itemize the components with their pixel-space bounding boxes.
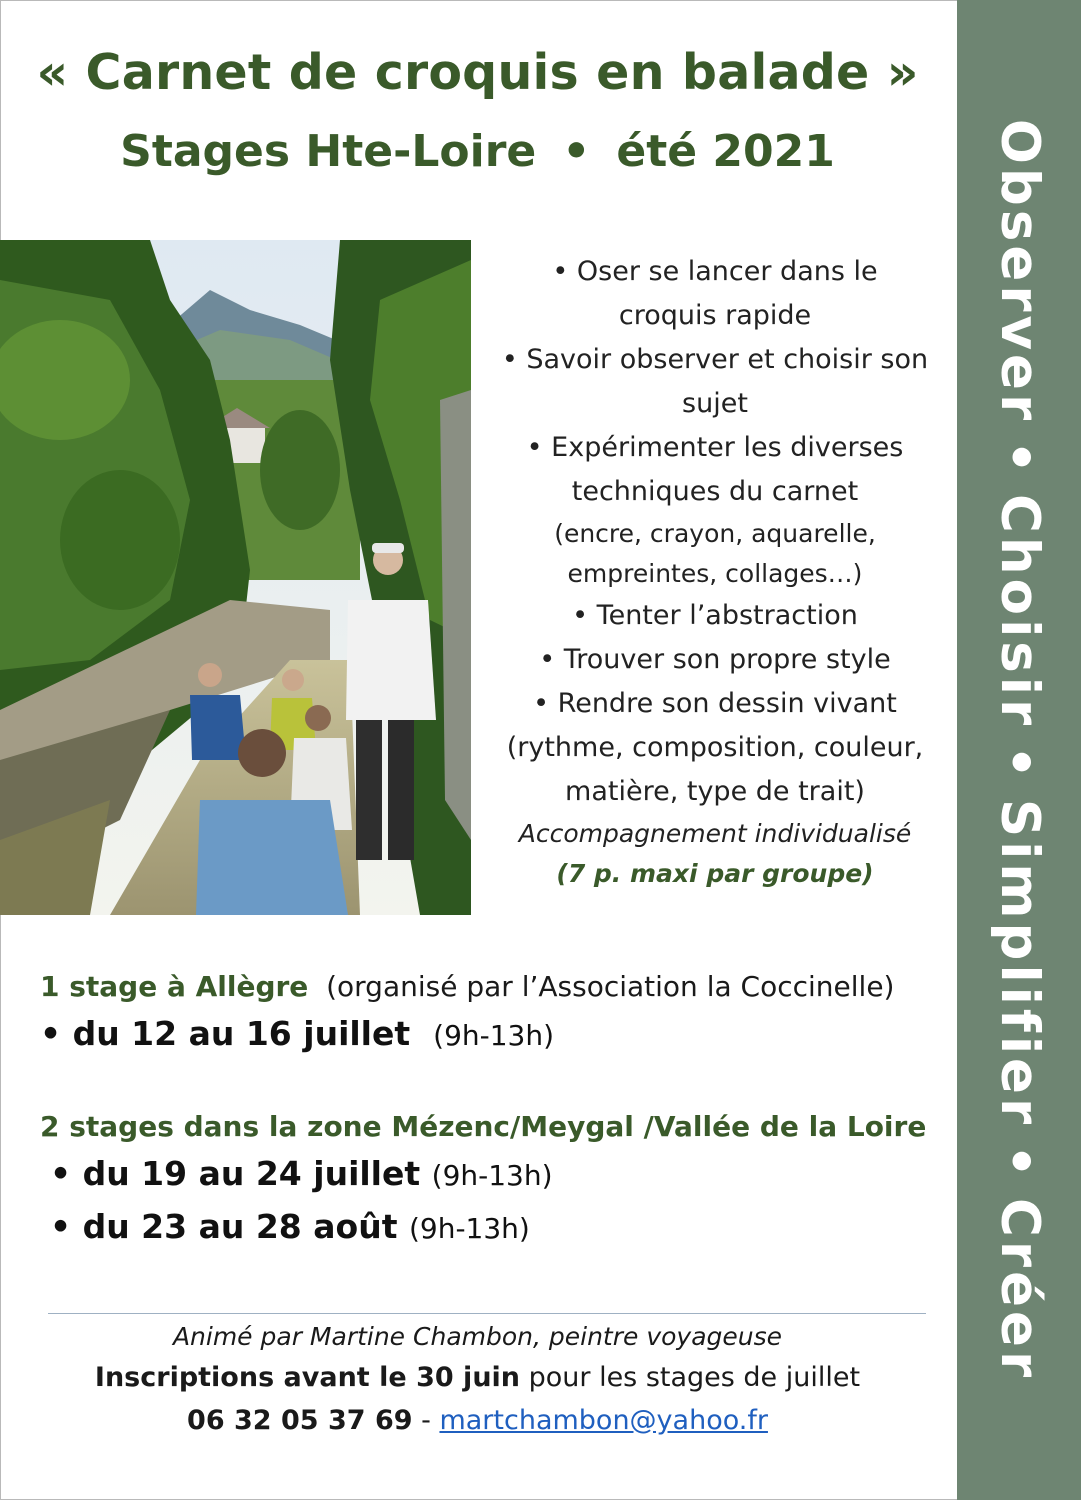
contact-line [0,1405,955,1436]
objective-item: • Oser se lancer dans le croquis rapide [552,256,878,331]
registration-deadline: Inscriptions avant le 30 juin [94,1362,521,1393]
objective-item: • Expérimenter les diverses techniques du carnet [526,432,904,507]
section-mezenc-heading [40,1110,926,1143]
page-subtitle [0,126,955,177]
objective-detail: (rythme, composition, couleur, matière, type de trait) [506,732,924,807]
motto-separator: • [989,440,1050,479]
motto-word-3: Simplifier [989,798,1050,1129]
date-hours: (9h-13h) [433,1019,555,1052]
group-size-note: (7 p. maxi par groupe) [556,859,874,888]
motto-word-4: Créer [989,1198,1050,1382]
objective-item: • Rendre son dessin vivant [533,688,897,719]
date-hours: (9h-13h) [431,1159,553,1192]
motto-word-1: Observer [989,118,1050,425]
date-item [50,1154,553,1193]
contact-phone[interactable]: 06 32 05 37 69 [187,1405,413,1436]
contact-dash: - [421,1405,431,1436]
footer-divider [48,1313,926,1314]
registration-line [0,1362,955,1393]
contact-email-link[interactable]: martchambon@yahoo.fr [439,1405,768,1436]
course-objectives [500,250,930,894]
motto-text [979,30,1059,1470]
date-item [50,1207,530,1246]
objective-detail: (encre, crayon, aquarelle, empreintes, collages…) [554,519,876,588]
subtitle-season: été 2021 [616,126,835,177]
animator-line: Animé par Martine Chambon, peintre voyageuse [172,1322,783,1351]
page-title: « Carnet de croquis en balade » [36,44,919,101]
coaching-note: Accompagnement individualisé [518,819,912,848]
photo-illustration [0,240,471,915]
section-title: 1 stage à Allègre [40,970,309,1003]
date-label: • du 23 au 28 août [50,1207,398,1246]
date-label: • du 19 au 24 juillet [50,1154,421,1193]
motto-separator: • [989,1144,1050,1183]
section-organizer: (organisé par l’Association la Coccinelle) [326,970,895,1003]
date-item [40,1014,554,1053]
date-hours: (9h-13h) [408,1212,530,1245]
group-walk-photo [0,240,471,915]
objective-item: • Tenter l’abstraction [572,600,858,631]
motto-separator: • [989,745,1050,783]
objective-item: • Trouver son propre style [539,644,891,675]
section-allegre-heading [40,970,894,1003]
section-title: 2 stages dans la zone Mézenc/Meygal /Vallée de la Loire [40,1110,927,1143]
vertical-motto-band [957,0,1081,1500]
registration-scope: pour les stages de juillet [528,1362,861,1393]
objective-item: • Savoir observer et choisir son sujet [501,344,929,419]
subtitle-separator: • [562,126,591,177]
subtitle-location: Stages Hte-Loire [120,126,537,177]
motto-word-2: Choisir [989,494,1050,730]
date-label: • du 12 au 16 juillet [40,1014,411,1053]
